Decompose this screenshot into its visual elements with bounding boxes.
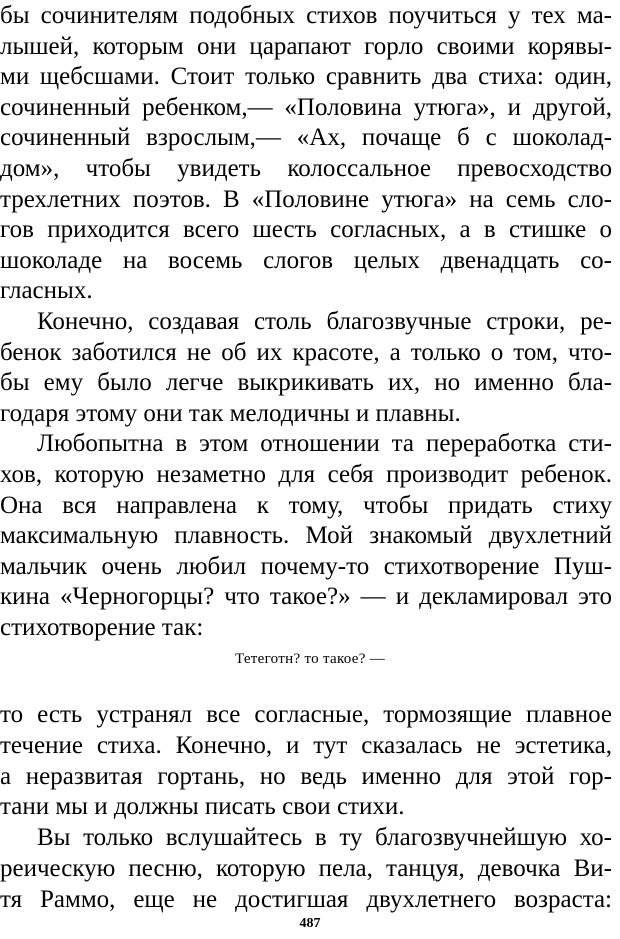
text-line: гов приходится всего шесть согласных, а в стишке о	[0, 216, 612, 244]
verse-quote: Тетеготн? то такое? —	[234, 651, 386, 667]
text-line: мальчик очень любил почему-то стихотворение Пуш-	[0, 552, 612, 580]
text-line: годаря этому они так мелодичны и плавны.	[0, 399, 461, 427]
text-line: трехлетних поэтов. В «Половине утюга» на семь сло-	[0, 185, 612, 213]
text-line: бенок заботился не об их красоте, а только о том, что-	[0, 338, 612, 366]
paragraph-first-line: Вы только вслушайтесь в ту благозвучнейшую хо-	[37, 824, 612, 852]
text-line: бы ему было легче выкрикивать их, но именно бла-	[0, 369, 612, 397]
text-line: ми щебсшами. Стоит только сравнить два стиха: один,	[0, 63, 612, 91]
text-line: тя Раммо, еще не достигшая двухлетнего возраста:	[0, 885, 612, 913]
text-line: Она вся направлена к тому, чтобы придать стиху	[0, 491, 612, 519]
text-line: гласных.	[0, 277, 93, 305]
text-line: дом», чтобы увидеть колоссальное превосходство	[0, 155, 612, 182]
text-line: а неразвитая гортань, но ведь именно для этой гор-	[0, 762, 612, 790]
text-line: тани мы и должны писать свои стихи.	[0, 793, 405, 821]
text-line: кина «Черногорцы? что такое?» — и декламировал это	[0, 583, 612, 611]
text-line: максимальную плавность. Мой знакомый двухлетний	[0, 522, 612, 550]
text-line: течение стиха. Конечно, и тут сказалась не эстетика,	[0, 731, 612, 759]
text-line: шоколаде на восемь слогов целых двенадцать со-	[0, 246, 612, 274]
text-line: стихотворение так:	[0, 614, 204, 641]
text-line: лышей, которым они царапают горло своими корявы-	[0, 32, 612, 60]
page-number: 487	[299, 916, 321, 931]
text-line: хов, которую незаметно для себя производит ребенок.	[0, 461, 612, 488]
paragraph-first-line: Конечно, создавая столь благозвучные строки, ре-	[37, 308, 612, 335]
text-line: то есть устранял все согласные, тормозящие плавное	[0, 701, 612, 728]
text-line: сочиненный взрослым,— «Ах, почаще б с шоколад-	[0, 124, 612, 152]
text-line: бы сочинителям подобных стихов поучиться у тех ма-	[0, 2, 612, 29]
paragraph-first-line: Любопытна в этом отношении та переработка сти-	[37, 430, 612, 458]
text-line: реическую песню, которую пела, танцуя, девочка Ви-	[0, 855, 612, 882]
text-line: сочиненный ребенком,— «Половина утюга», и другой,	[0, 93, 612, 121]
